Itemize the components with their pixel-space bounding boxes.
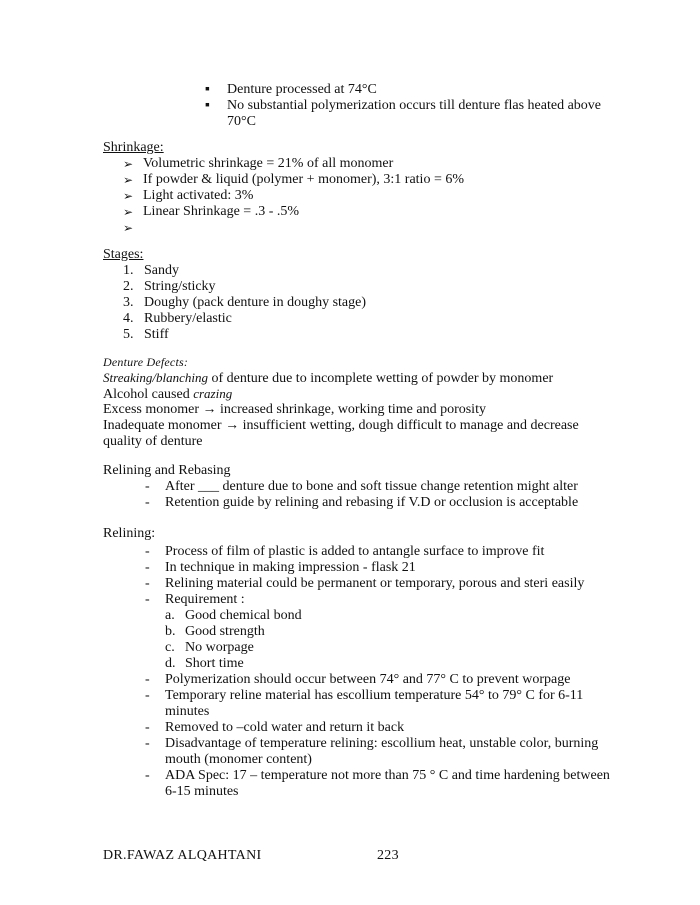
list-item (103, 592, 623, 608)
list-item-text: Rubbery/elastic (144, 311, 232, 326)
arrow-bullet-icon: ➢ (123, 157, 134, 171)
section-heading: Shrinkage: (103, 140, 164, 155)
list-item (103, 263, 623, 279)
dash-bullet: - (145, 592, 150, 607)
list-item (103, 736, 615, 768)
list-item (103, 188, 623, 204)
list-item (103, 720, 623, 736)
list-item-text: Requirement : (165, 592, 245, 607)
list-item (103, 544, 623, 560)
paragraph-line (103, 370, 623, 386)
list-item (103, 220, 623, 236)
list-item (103, 560, 623, 576)
list-item-text: Doughy (pack denture in doughy stage) (144, 295, 366, 310)
dash-bullet: - (145, 736, 150, 751)
list-item-text: Linear Shrinkage = .3 - .5% (143, 204, 300, 219)
arrow-bullet-icon: ➢ (123, 221, 134, 235)
list-item-text: Light activated: 3% (143, 188, 254, 203)
list-item-text: Sandy (144, 263, 179, 278)
relining-rebasing-section (103, 463, 623, 511)
italic-term: crazing (193, 386, 233, 401)
list-item (103, 688, 615, 720)
stages-section (103, 247, 623, 343)
section-heading: Denture Defects: (103, 355, 189, 369)
dash-bullet: - (145, 720, 150, 735)
list-item (103, 204, 623, 220)
paragraph-line: Excess monomer → increased shrinkage, working time and porosity (103, 402, 486, 417)
list-letter: d. (165, 656, 176, 671)
list-item-text: Temporary reline material has escollium temperature 54° to 79° C for 6-11 minutes (165, 688, 584, 719)
list-item (103, 656, 623, 672)
paragraph-text: of denture due to incomplete wetting of powder by monomer (207, 371, 554, 386)
list-number: 5. (123, 327, 134, 342)
list-item (205, 82, 605, 98)
list-item-text: Polymerization should occur between 74° and 77° C to prevent worpage (165, 672, 571, 687)
list-item (103, 279, 623, 295)
list-item-text: If powder & liquid (polymer + monomer), 3:1 ratio = 6% (143, 172, 465, 187)
list-item-text: Volumetric shrinkage = 21% of all monomer (143, 156, 394, 171)
list-item (103, 768, 617, 800)
paragraph-line: Inadequate monomer → insufficient wetting, dough difficult to manage and decrease quality of denture (103, 418, 579, 449)
list-item-text: No substantial polymerization occurs till denture flas heated above 70°C (227, 98, 601, 129)
dash-bullet: - (145, 672, 150, 687)
section-heading: Stages: (103, 247, 144, 262)
list-letter: b. (165, 624, 176, 639)
list-item (103, 156, 623, 172)
list-item-text: Denture processed at 74°C (227, 82, 377, 97)
list-item-text: After ___ denture due to bone and soft tissue change retention might alter (165, 479, 578, 494)
list-item (103, 479, 623, 495)
intro-bullet-list (205, 82, 605, 130)
list-item (103, 495, 623, 511)
list-number: 1. (123, 263, 134, 278)
list-item-text: Stiff (144, 327, 169, 342)
list-item-text: Disadvantage of temperature relining: escollium heat, unstable color, burning mouth (monomer content) (165, 736, 599, 767)
list-item (103, 608, 623, 624)
list-item-text: Process of film of plastic is added to antangle surface to improve fit (165, 544, 545, 559)
list-item (103, 640, 623, 656)
paragraph-line (103, 386, 623, 402)
shrinkage-section (103, 140, 623, 236)
list-item-text: In technique in making impression - flask 21 (165, 560, 416, 575)
list-item (103, 576, 623, 592)
list-number: 2. (123, 279, 134, 294)
list-item-text: String/sticky (144, 279, 216, 294)
list-item-text: Good strength (185, 624, 265, 639)
section-heading: Relining: (103, 526, 156, 541)
arrow-bullet-icon: ➢ (123, 205, 134, 219)
list-item (103, 672, 623, 688)
list-item (103, 327, 623, 343)
paragraph-text: Alcohol caused (103, 387, 194, 402)
list-item-text: No worpage (185, 640, 254, 655)
list-item (103, 311, 623, 327)
list-item-text: Short time (185, 656, 244, 671)
defects-section (103, 354, 623, 450)
arrow-bullet-icon: ➢ (123, 173, 134, 187)
square-bullet-icon: ▪ (205, 82, 210, 97)
page-number: 223 (377, 848, 399, 863)
arrow-bullet-icon: ➢ (123, 189, 134, 203)
list-number: 3. (123, 295, 134, 310)
list-letter: a. (165, 608, 175, 623)
list-letter: c. (165, 640, 175, 655)
dash-bullet: - (145, 544, 150, 559)
relining-section (103, 526, 623, 800)
italic-term: Streaking/blanching (103, 370, 208, 385)
dash-bullet: - (145, 688, 150, 703)
list-item (103, 172, 623, 188)
dash-bullet: - (145, 576, 150, 591)
list-item-text: Removed to –cold water and return it back (165, 720, 405, 735)
list-item (205, 98, 607, 130)
dash-bullet: - (145, 479, 150, 494)
list-item-text: Retention guide by relining and rebasing if V.D or occlusion is acceptable (165, 495, 579, 510)
dash-bullet: - (145, 495, 150, 510)
list-item (103, 624, 623, 640)
list-item-text: Good chemical bond (185, 608, 302, 623)
dash-bullet: - (145, 560, 150, 575)
list-number: 4. (123, 311, 134, 326)
dash-bullet: - (145, 768, 150, 783)
list-item-text: Relining material could be permanent or temporary, porous and steri easily (165, 576, 585, 591)
list-item-text: ADA Spec: 17 – temperature not more than 75 ° C and time hardening between 6-15 minutes (165, 768, 610, 799)
list-item (103, 295, 623, 311)
square-bullet-icon: ▪ (205, 98, 210, 113)
section-heading: Relining and Rebasing (103, 463, 231, 478)
footer-author: DR.FAWAZ ALQAHTANI (103, 848, 262, 863)
